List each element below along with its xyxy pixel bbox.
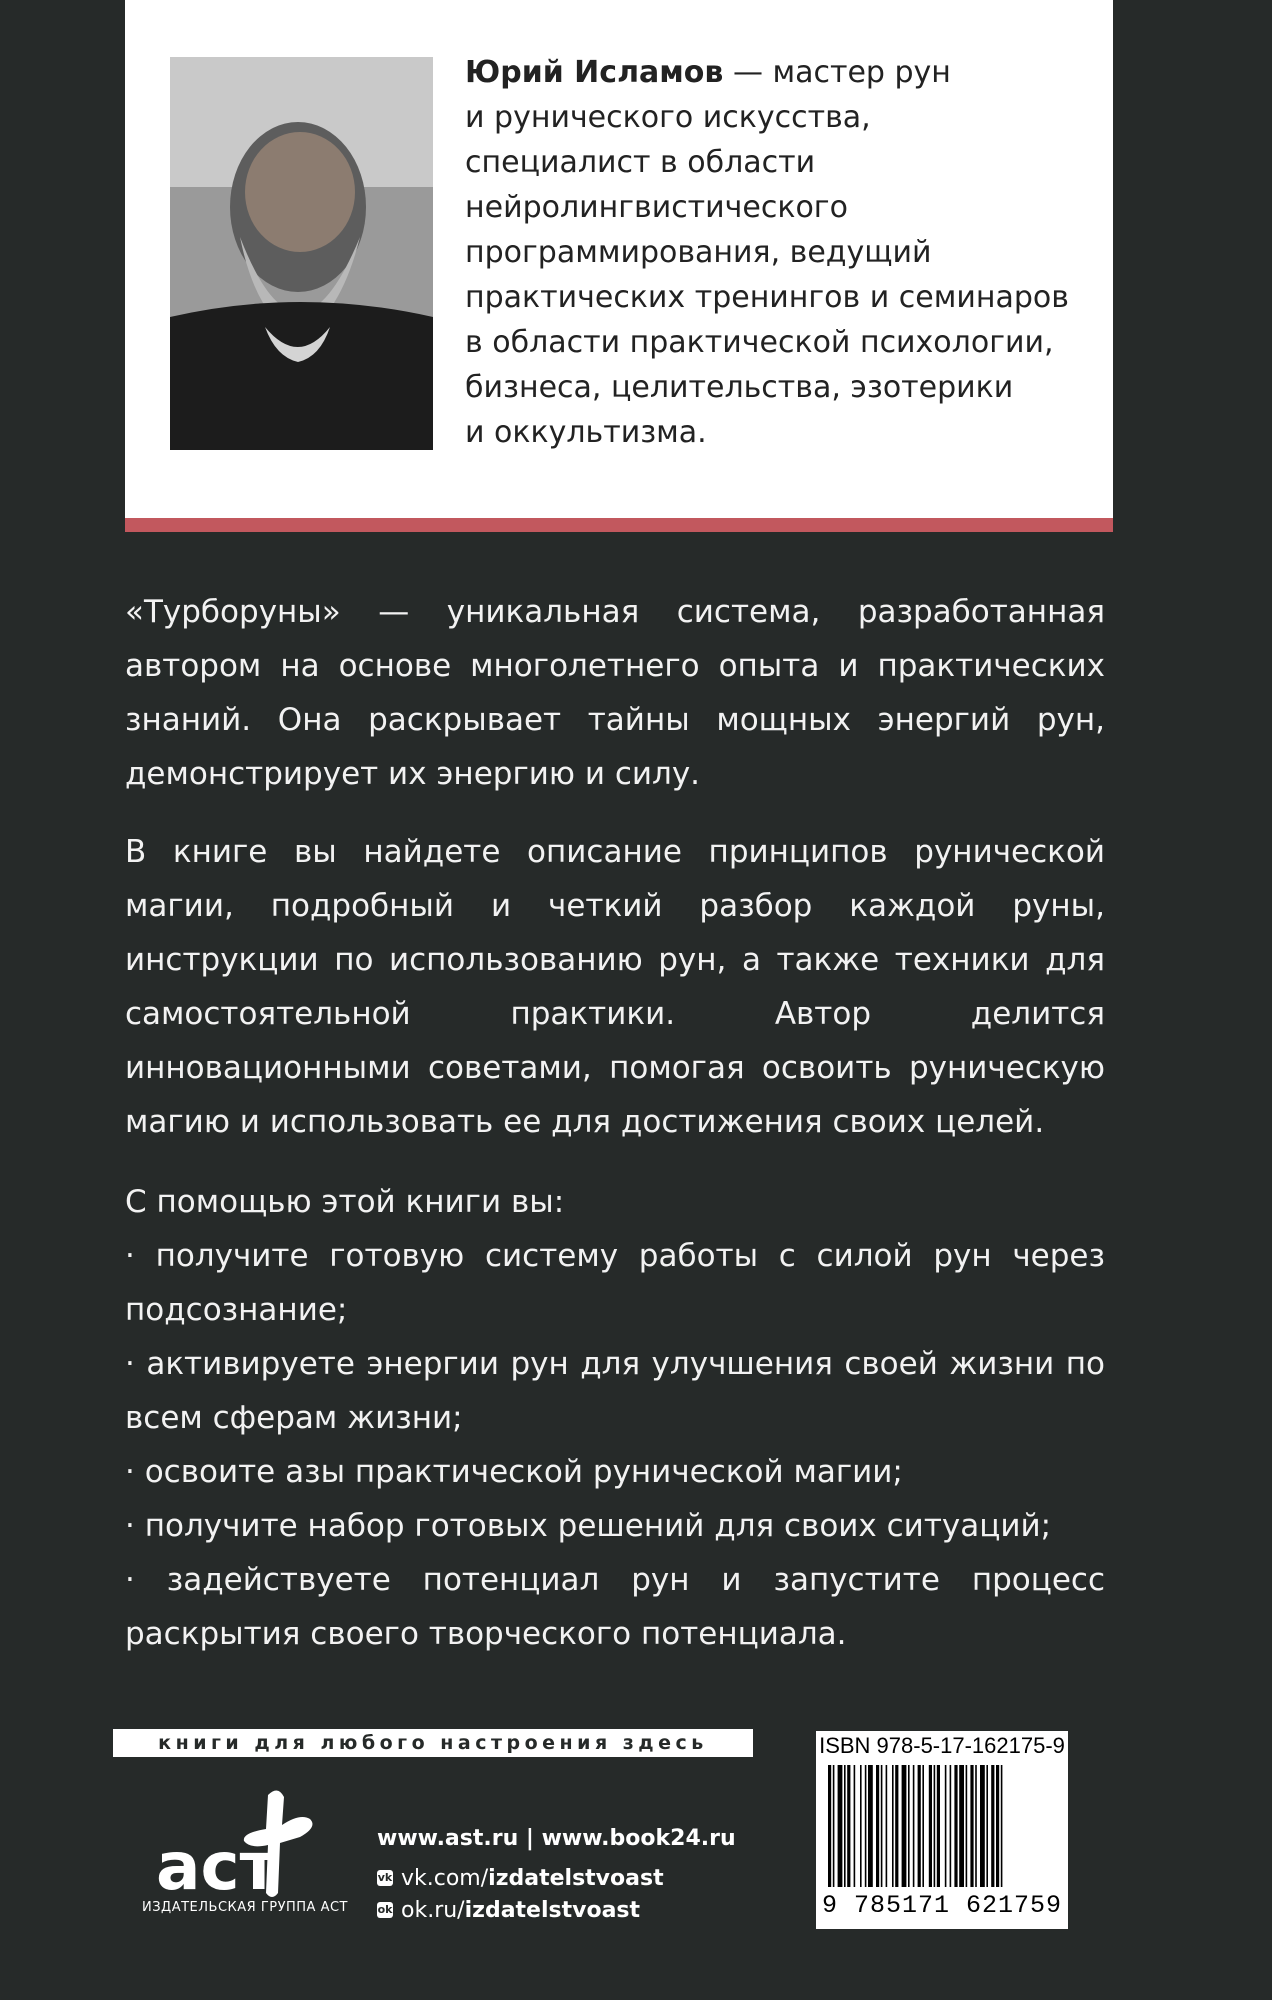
ok-link [377, 1894, 736, 1926]
barcode-bar [1001, 1765, 1003, 1887]
barcode-bar [922, 1765, 924, 1887]
bio-line: и рунического искусства, [465, 100, 871, 135]
barcode-bar [892, 1765, 894, 1887]
vk-link [377, 1862, 736, 1894]
barcode-bar [980, 1765, 985, 1887]
vk-icon: vk [377, 1871, 393, 1884]
publisher-tagline: книги для любого настроения здесь [113, 1729, 753, 1757]
bio-line: в области практической психологии, [465, 325, 1054, 360]
barcode-bar [954, 1765, 957, 1887]
list-intro: С помощью этой книги вы: [125, 1184, 565, 1220]
description-paragraph-2: В книге вы найдете описание принципов рунической магии, подробный и четкий разбор каждой руны, инструкции по использованию рун, а также техники для самостоятельной практики. Автор делится инновационными советами, помогая освоить руническую магию и использовать ее для достижения своих целей. [125, 834, 1105, 1140]
logo-text: аст [156, 1828, 278, 1905]
list-item: · задействуете потенциал рун и запустите процесс раскрытия своего творческого потенциала. [125, 1562, 1105, 1652]
barcode-bar [838, 1765, 843, 1887]
list-item: · активируете энергии рун для улучшения своей жизни по всем сферам жизни; [125, 1346, 1105, 1436]
benefits-list [125, 1175, 1105, 1661]
barcode-bar [908, 1765, 910, 1887]
ok-prefix: ok.ru/ [401, 1897, 465, 1923]
barcode-bar [844, 1765, 846, 1887]
barcode-bar [975, 1765, 977, 1887]
barcode-bar [833, 1765, 835, 1887]
barcode-bar [929, 1765, 932, 1887]
barcode-bar [895, 1765, 898, 1887]
bio-line: — мастер рун [723, 55, 951, 90]
barcode-bar [937, 1765, 940, 1887]
barcode-bar [959, 1765, 964, 1887]
ok-handle: izdatelstvoast [464, 1897, 641, 1923]
list-item: · освоите азы практической рунической магии; [125, 1454, 903, 1490]
barcode-bar [950, 1765, 952, 1887]
author-photo [170, 57, 433, 450]
barcode-bar [876, 1765, 879, 1887]
barcode-bar [966, 1765, 968, 1887]
vk-prefix: vk.com/ [401, 1865, 489, 1891]
isbn-barcode [816, 1731, 1068, 1929]
vk-handle: izdatelstvoast [488, 1865, 664, 1891]
ok-icon: ok [377, 1903, 393, 1916]
barcode-bar [986, 1765, 988, 1887]
barcode-bar [828, 1765, 831, 1887]
barcode-bar [918, 1765, 921, 1887]
bio-line: и оккультизма. [465, 415, 707, 450]
isbn-label: ISBN 978-5-17-162175-9 [819, 1733, 1065, 1758]
website-links: www.ast.ru | www.book24.ru [377, 1825, 736, 1851]
publisher-contacts [377, 1822, 736, 1926]
barcode-bar [860, 1765, 862, 1887]
bio-line: бизнеса, целительства, эзотерики [465, 370, 1014, 405]
barcode-bars [824, 1765, 1060, 1895]
barcode-bar [934, 1765, 936, 1887]
barcode-bar [991, 1765, 994, 1887]
barcode-bar [913, 1765, 915, 1887]
author-bio [465, 50, 1085, 455]
barcode-bar [854, 1765, 856, 1887]
list-item: · получите готовую систему работы с силой рун через подсознание; [125, 1238, 1105, 1328]
accent-divider [125, 518, 1113, 532]
author-name: Юрий Исламов [465, 55, 724, 90]
barcode-bar [868, 1765, 873, 1887]
list-item: · получите набор готовых решений для своих ситуаций; [125, 1508, 1052, 1544]
barcode-bar [945, 1765, 947, 1887]
barcode-bar [996, 1765, 999, 1887]
bio-line: практических тренингов и семинаров [465, 280, 1069, 315]
publisher-logo [150, 1785, 360, 1905]
author-card [125, 0, 1113, 518]
barcode-bar [847, 1765, 850, 1887]
barcode-bar [881, 1765, 883, 1887]
barcode-digits: 9 785171 621759 [821, 1891, 1063, 1920]
bio-line: программирования, ведущий [465, 235, 932, 270]
bio-line: нейролингвистического [465, 190, 848, 225]
barcode-bar [886, 1765, 888, 1887]
publisher-caption: ИЗДАТЕЛЬСКАЯ ГРУППА АСТ [142, 1900, 348, 1915]
barcode-bar [865, 1765, 867, 1887]
barcode-bar [902, 1765, 907, 1887]
description-paragraph-1: «Турборуны» — уникальная система, разработанная автором на основе многолетнего опыта и практических знаний. Она раскрывает тайны мощных энергий рун, демонстрирует их энергию и силу. [125, 594, 1105, 792]
bio-line: специалист в области [465, 145, 816, 180]
barcode-bar [970, 1765, 973, 1887]
